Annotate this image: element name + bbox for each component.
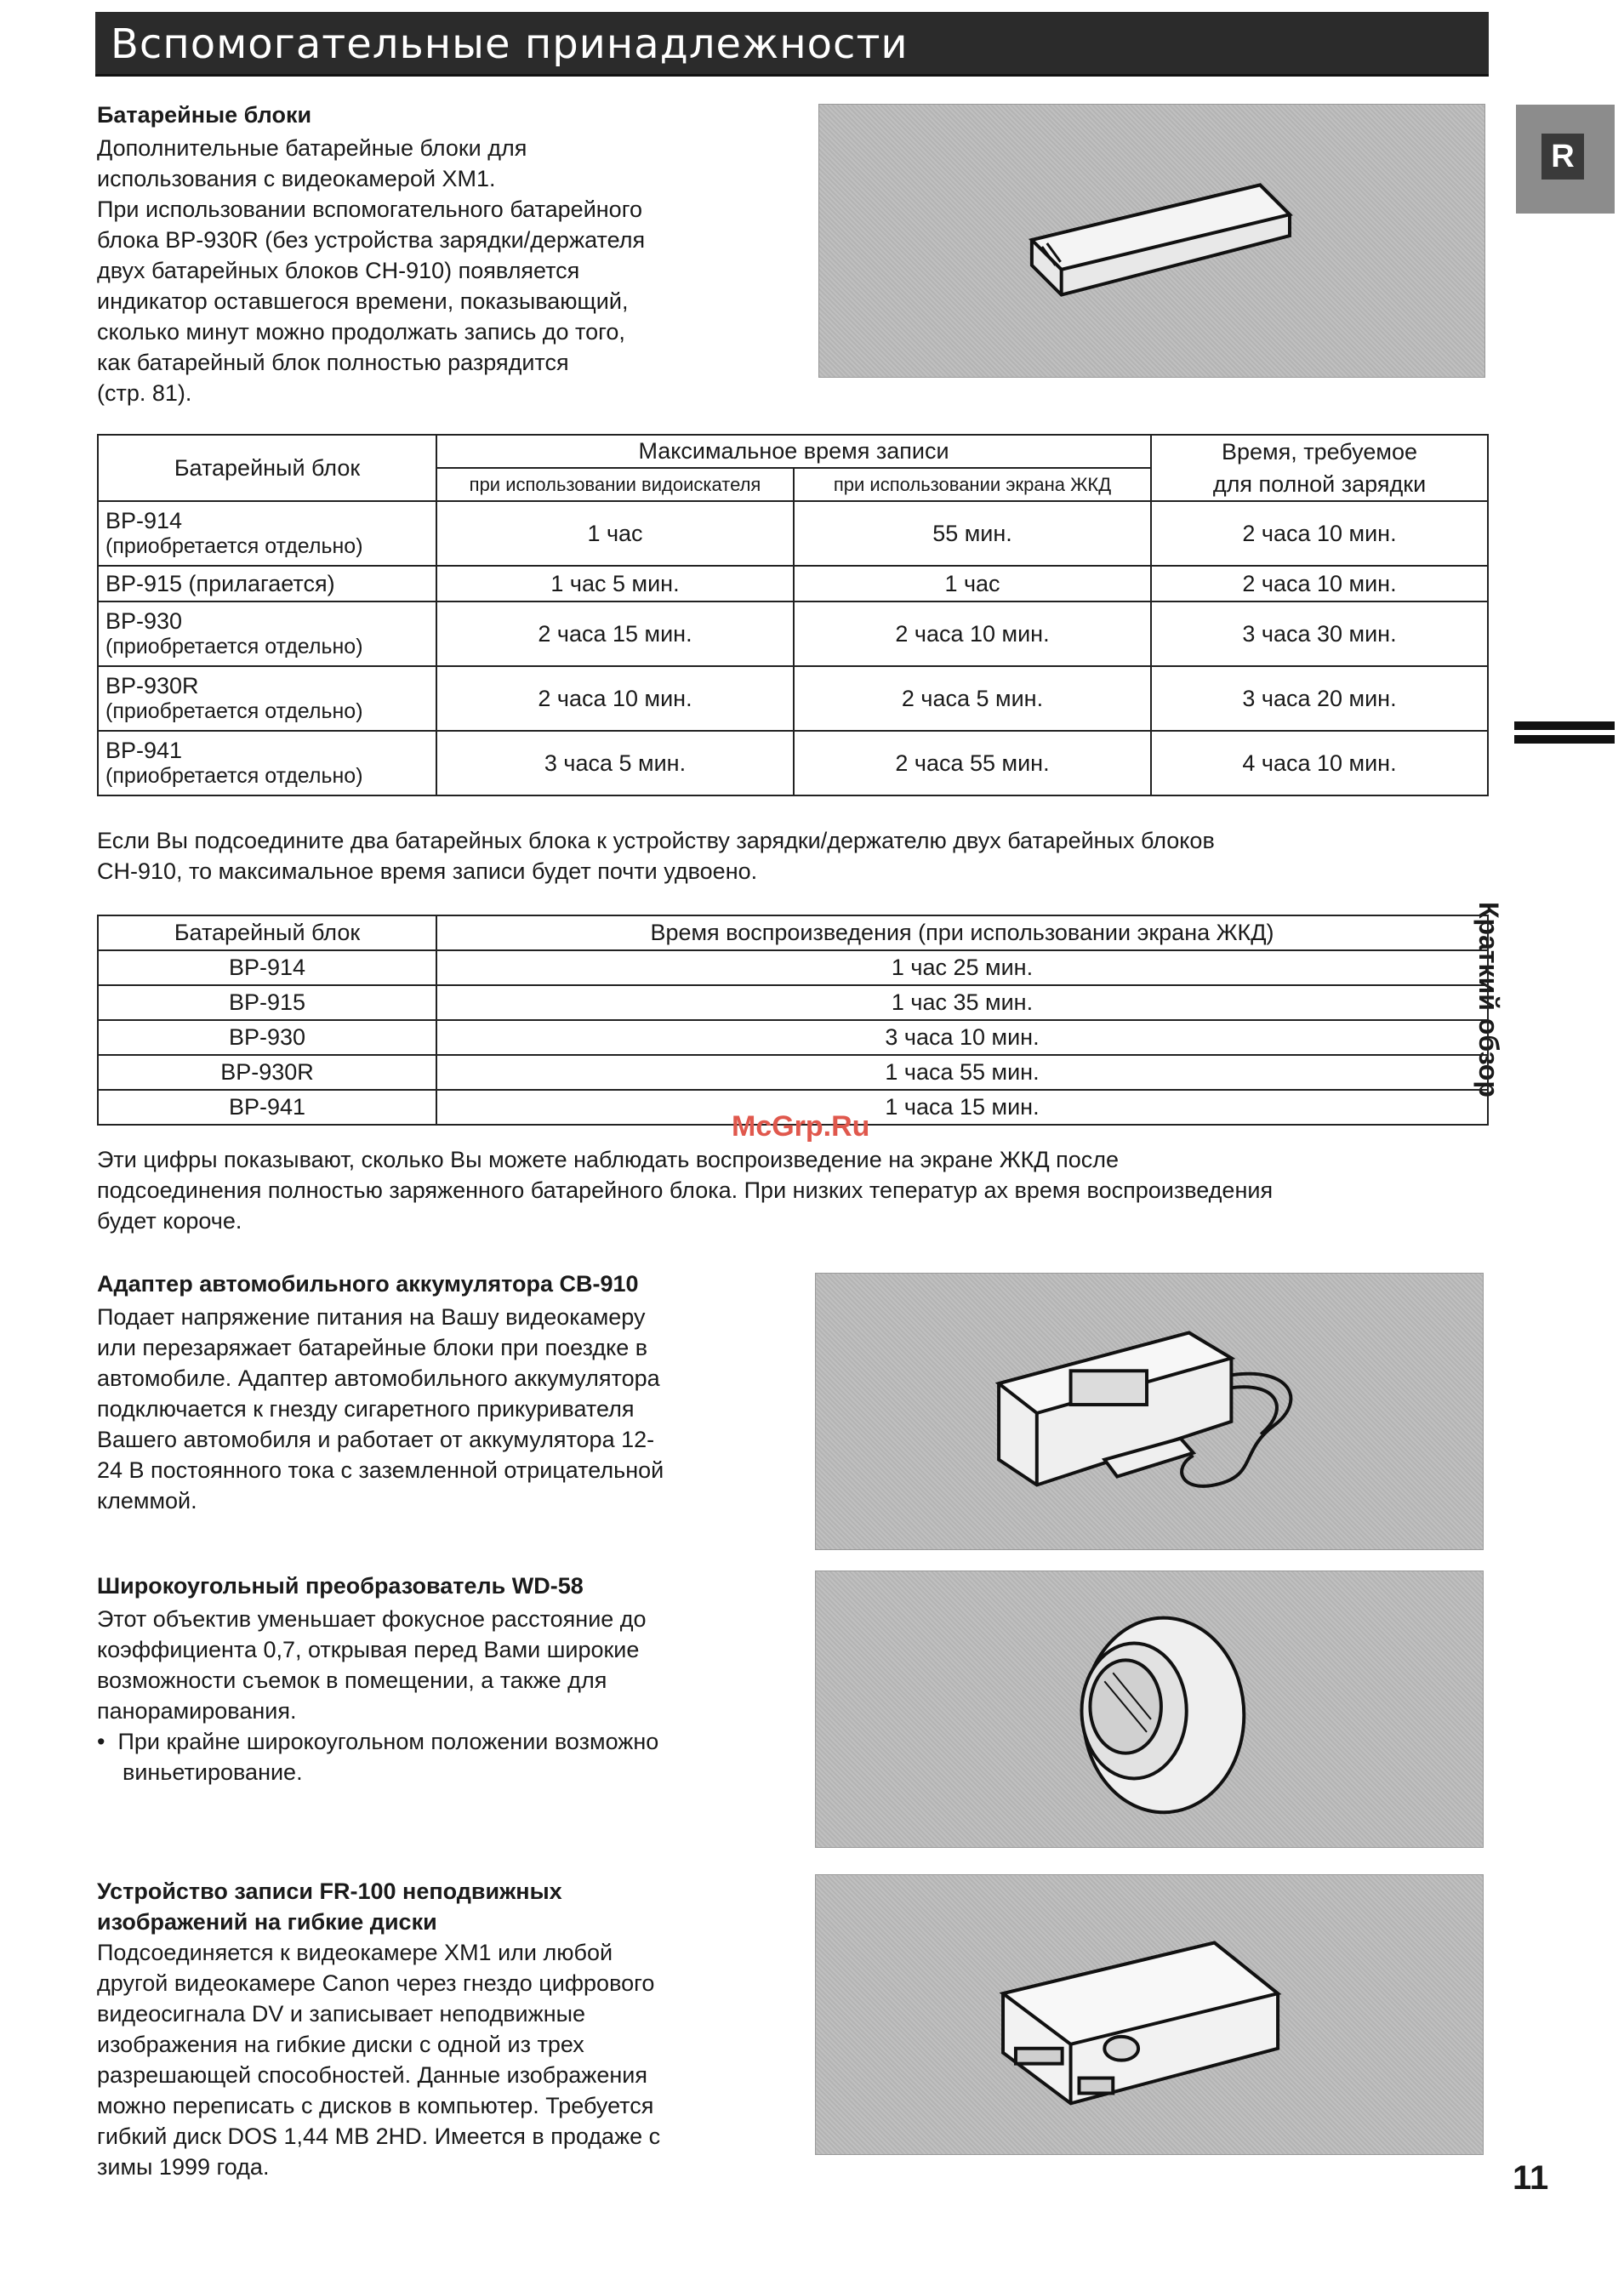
battery-paragraph: [97, 133, 812, 408]
text-line: другой видеокамере Canon через гнездо цифрового: [97, 1970, 655, 1996]
text-line: использования с видеокамерой XM1.: [97, 166, 496, 191]
lcd-time: 2 часа 55 мин.: [794, 731, 1151, 795]
lcd-time: 2 часа 5 мин.: [794, 666, 1151, 731]
text-line: можно переписать с дисков в компьютер. Требуется: [97, 2093, 654, 2118]
text-line: или перезаряжает батарейные блоки при поездке в: [97, 1335, 648, 1360]
battery-heading: Батарейные блоки: [97, 102, 312, 128]
battery-pack-icon: [819, 105, 1484, 377]
text-line: будет короче.: [97, 1208, 242, 1234]
table-header: Время воспроизведения (при использовании экрана ЖКД): [436, 915, 1488, 950]
lcd-time: 1 час: [794, 566, 1151, 601]
text-line: (стр. 81).: [97, 380, 192, 406]
charge-time: 2 часа 10 мин.: [1151, 501, 1488, 566]
model-name: BP-941: [105, 738, 183, 763]
text-line: подключается к гнезду сигаретного прикуривателя: [97, 1396, 635, 1422]
charge-time: 3 часа 30 мин.: [1151, 601, 1488, 666]
model-name: BP-915: [98, 985, 436, 1020]
charge-time: 2 часа 10 мин.: [1151, 566, 1488, 601]
model-cell: [98, 666, 436, 731]
text-line: Эти цифры показывают, сколько Вы можете наблюдать воспроизведение на экране ЖКД после: [97, 1147, 1120, 1172]
text-line: изображения на гибкие диски с одной из трех: [97, 2032, 584, 2057]
playback-time: 1 часа 15 мин.: [436, 1090, 1488, 1125]
text-line: Дополнительные батарейные блоки для: [97, 135, 527, 161]
model-note: (приобретается отдельно): [105, 699, 363, 723]
text-line: коэффициента 0,7, открывая перед Вами широкие: [97, 1637, 640, 1662]
playback-note: [97, 1144, 1492, 1236]
car-adapter-heading: Адаптер автомобильного аккумулятора CB-910: [97, 1271, 639, 1297]
playback-time: 1 час 25 мин.: [436, 950, 1488, 985]
table-row: [98, 985, 1488, 1020]
floppy-drive-icon: [816, 1875, 1483, 2154]
lcd-time: 2 часа 10 мин.: [794, 601, 1151, 666]
playback-time: 1 часа 55 мин.: [436, 1055, 1488, 1090]
lcd-time: 55 мин.: [794, 501, 1151, 566]
model-cell: [98, 731, 436, 795]
model-name: BP-930: [105, 608, 183, 634]
model-name: BP-930R: [98, 1055, 436, 1090]
playback-time: 3 часа 10 мин.: [436, 1020, 1488, 1055]
playback-time-table: [97, 915, 1489, 1126]
text-line: возможности съемок в помещении, а также для: [97, 1668, 607, 1693]
table-row: [98, 601, 1488, 666]
table-subheader: при использовании экрана ЖКД: [794, 468, 1151, 501]
table-subheader: при использовании видоискателя: [436, 468, 794, 501]
model-cell: [98, 501, 436, 566]
table-row: [98, 1055, 1488, 1090]
table-header: Батарейный блок: [98, 435, 436, 501]
text-line: Этот объектив уменьшает фокусное расстояние до: [97, 1606, 647, 1632]
model-name: BP-941: [98, 1090, 436, 1125]
text-line: панорамирования.: [97, 1698, 297, 1724]
floppy-recorder-heading: [97, 1876, 562, 1937]
battery-pack-photo: [818, 104, 1485, 378]
double-battery-note: [97, 825, 1492, 887]
viewfinder-time: 1 час: [436, 501, 794, 566]
table-row: [98, 950, 1488, 985]
text-line: сколько минут можно продолжать запись до того,: [97, 319, 625, 345]
table-header: [1151, 435, 1488, 501]
car-adapter-paragraph: [97, 1302, 812, 1516]
text-line: автомобиле. Адаптер автомобильного аккумулятора: [97, 1365, 660, 1391]
text-line: 24 В постоянного тока с заземленной отрицательной: [97, 1457, 664, 1483]
text-line: индикатор оставшегося времени, показывающий,: [97, 288, 629, 314]
text-line: двух батарейных блоков CH-910) появляется: [97, 258, 580, 283]
text-line: Если Вы подсоедините два батарейных блока к устройству зарядки/держателю двух батарейных блоков: [97, 828, 1215, 853]
text-line: CH-910, то максимальное время записи будет почти удвоено.: [97, 858, 758, 884]
wide-converter-paragraph: [97, 1604, 812, 1787]
viewfinder-time: 2 часа 10 мин.: [436, 666, 794, 731]
model-name: BP-914: [98, 950, 436, 985]
text-line: зимы 1999 года.: [97, 2154, 270, 2180]
page-title: Вспомогательные принадлежности: [111, 20, 909, 68]
record-time-table: [97, 434, 1489, 796]
text-line: Подает напряжение питания на Вашу видеокамеру: [97, 1304, 646, 1330]
charge-time: 3 часа 20 мин.: [1151, 666, 1488, 731]
viewfinder-time: 1 час 5 мин.: [436, 566, 794, 601]
section-side-label: Краткий обзор: [1473, 902, 1504, 1097]
text-line: клеммой.: [97, 1488, 197, 1514]
table-row: [98, 566, 1488, 601]
page-number: 11: [1513, 2159, 1549, 2197]
table-header: Максимальное время записи: [436, 435, 1151, 468]
text-line: блока BP-930R (без устройства зарядки/держателя: [97, 227, 646, 253]
text-line: как батарейный блок полностью разрядится: [97, 350, 569, 375]
heading-line: изображений на гибкие диски: [97, 1909, 437, 1935]
table-row: [98, 666, 1488, 731]
table-row: [98, 1020, 1488, 1055]
section-marker-lines: [1514, 721, 1615, 755]
model-name: BP-930R: [105, 673, 199, 698]
model-name: BP-914: [105, 508, 183, 533]
lens-icon: [816, 1571, 1483, 1847]
heading-line: Устройство записи FR-100 неподвижных: [97, 1878, 562, 1904]
text-line: разрешающей способностей. Данные изображения: [97, 2062, 647, 2088]
car-adapter-icon: [816, 1274, 1483, 1549]
text-line: Вашего автомобиля и работает от аккумулятора 12-: [97, 1427, 655, 1452]
watermark: McGrp.Ru: [732, 1110, 870, 1143]
floppy-recorder-photo: [815, 1874, 1484, 2155]
viewfinder-time: 2 часа 15 мин.: [436, 601, 794, 666]
model-cell: [98, 601, 436, 666]
model-note: (приобретается отдельно): [105, 635, 363, 658]
text-line: При использовании вспомогательного батарейного: [97, 197, 642, 222]
playback-time: 1 час 35 мин.: [436, 985, 1488, 1020]
car-adapter-photo: [815, 1273, 1484, 1550]
page-header: [95, 12, 1489, 77]
text-line: Подсоединяется к видеокамере XM1 или любой: [97, 1940, 613, 1965]
table-row: [98, 731, 1488, 795]
section-tab-letter: R: [1541, 134, 1584, 180]
header-line: для полной зарядки: [1212, 471, 1427, 497]
viewfinder-time: 3 часа 5 мин.: [436, 731, 794, 795]
section-tab: [1516, 105, 1615, 214]
charge-time: 4 часа 10 мин.: [1151, 731, 1488, 795]
table-row: [98, 501, 1488, 566]
model-name: BP-915 (прилагается): [98, 566, 436, 601]
model-note: (приобретается отдельно): [105, 764, 363, 788]
floppy-recorder-paragraph: [97, 1937, 812, 2182]
text-line: подсоединения полностью заряженного батарейного блока. При низких теператур ах время воспроизведения: [97, 1177, 1274, 1203]
table-header: Батарейный блок: [98, 915, 436, 950]
model-name: BP-930: [98, 1020, 436, 1055]
wide-converter-photo: [815, 1571, 1484, 1848]
bullet-line: виньетирование.: [97, 1759, 303, 1785]
wide-converter-heading: Широкоугольный преобразователь WD-58: [97, 1573, 584, 1599]
text-line: гибкий диск DOS 1,44 MB 2HD. Имеется в продаже с: [97, 2124, 661, 2149]
text-line: видеосигнала DV и записывает неподвижные: [97, 2001, 586, 2027]
header-line: Время, требуемое: [1221, 439, 1417, 465]
bullet-line: • При крайне широкоугольном положении возможно: [97, 1729, 659, 1754]
model-note: (приобретается отдельно): [105, 534, 363, 558]
